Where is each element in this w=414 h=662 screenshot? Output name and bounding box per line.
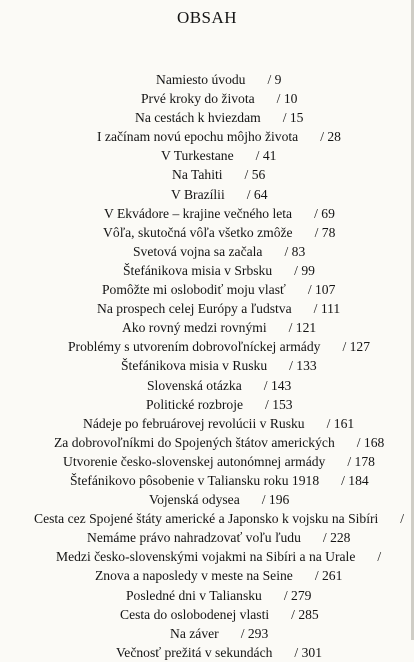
toc-entry	[0, 471, 414, 490]
toc-entry	[0, 146, 414, 165]
toc-entry	[0, 108, 414, 127]
page-title: OBSAH	[176, 8, 238, 27]
toc-entry-title: Problémy s utvorením dobrovoľníckej armády	[68, 339, 321, 355]
toc-entry-page: / 168	[356, 434, 385, 450]
toc-entry-title: V Ekvádore – krajine večného leta	[104, 205, 293, 221]
toc-entry	[0, 586, 414, 605]
toc-entry	[0, 242, 414, 261]
toc-entry-title: Štefánikovo pôsobenie v Taliansku roku 1918	[70, 472, 320, 488]
toc-entry-page: / 69	[314, 205, 335, 221]
toc-entry-page: / 41	[255, 148, 277, 164]
toc-entry	[0, 643, 414, 662]
toc-entry-page: / 261	[314, 568, 343, 584]
toc-entry-page: / 228	[322, 530, 351, 546]
toc-entry-page: / 279	[283, 587, 312, 603]
toc-entry-page: / 121	[288, 320, 317, 336]
toc-entry-page: / 285	[291, 606, 319, 622]
toc-entry	[0, 605, 414, 624]
toc-entry	[0, 547, 414, 566]
toc-entry	[0, 337, 414, 356]
toc-entry-title: Cesta do oslobodenej vlasti	[120, 606, 270, 622]
toc-entry-title: Slovenská otázka	[147, 377, 242, 393]
toc-entry-page: / 64	[246, 186, 268, 202]
toc-entry-title: V Turkestane	[161, 148, 234, 164]
toc-entry	[0, 89, 414, 108]
toc-entry-page: / 127	[342, 339, 371, 355]
toc-entry	[0, 127, 414, 146]
toc-entry-page: / 28	[320, 129, 341, 145]
toc-entry-title: Cesta cez Spojené štáty americké a Japonsko k vojsku na Sibíri	[34, 511, 379, 527]
toc-entry-page: / 301	[294, 644, 322, 660]
toc-entry-title: Na záver	[170, 625, 219, 641]
toc-entry-title: Znova a naposledy v meste na Seine	[95, 568, 293, 584]
toc-entry	[0, 528, 414, 547]
toc-entry-title: Prvé kroky do života	[141, 91, 255, 107]
toc-entry	[0, 165, 414, 184]
toc-entry-title: Utvorenie česko-slovenskej autonómnej armády	[63, 453, 326, 469]
toc-entry-title: Na prospech celej Európy a ľudstva	[97, 301, 292, 317]
toc-entry-title: Medzi česko-slovenskými vojakmi na Sibíri a na Urale	[56, 549, 356, 565]
table-of-contents	[0, 70, 414, 662]
toc-entry-page: /	[377, 549, 382, 565]
toc-entry-page: / 111	[313, 301, 341, 317]
toc-entry-page: / 107	[307, 282, 336, 298]
toc-entry-page: / 133	[289, 358, 317, 374]
toc-entry	[0, 204, 414, 223]
toc-entry	[0, 280, 414, 299]
toc-entry	[0, 376, 414, 395]
toc-entry-title: Štefánikova misia v Srbsku	[123, 262, 273, 278]
toc-entry	[0, 433, 414, 452]
toc-entry	[0, 414, 414, 433]
toc-entry-title: Namiesto úvodu	[156, 72, 246, 87]
toc-entry	[0, 490, 414, 509]
toc-entry	[0, 185, 414, 204]
toc-entry-page: / 161	[326, 415, 355, 431]
toc-entry	[0, 261, 414, 280]
toc-entry-title: Večnosť prežitá v sekundách	[116, 644, 273, 660]
toc-entry-page: / 78	[314, 224, 336, 240]
toc-entry-page: /	[400, 511, 405, 527]
toc-entry-page: / 196	[261, 492, 290, 508]
toc-entry	[0, 452, 414, 471]
toc-entry-page: / 153	[265, 396, 293, 412]
toc-entry-page: / 184	[341, 472, 369, 488]
toc-entry	[0, 566, 414, 585]
toc-entry-title: Posledné dni v Taliansku	[126, 587, 262, 603]
toc-entry-page: / 9	[267, 72, 282, 87]
toc-entry-title: Svetová vojna sa začala	[133, 243, 263, 259]
toc-entry	[0, 395, 414, 414]
toc-entry-page: / 83	[284, 243, 306, 259]
toc-entry-title: Nemáme právo nahradzovať voľu ľudu	[87, 530, 301, 546]
toc-entry-title: Na Tahiti	[172, 167, 223, 183]
toc-entry-page: / 56	[244, 167, 266, 183]
toc-entry	[0, 356, 414, 375]
toc-entry-title: Štefánikova misia v Rusku	[121, 358, 268, 374]
toc-entry-page: / 99	[294, 262, 315, 278]
toc-entry-title: Pomôžte mi oslobodiť moju vlasť	[102, 282, 286, 298]
toc-entry-title: Politické rozbroje	[146, 396, 244, 412]
toc-entry-title: Vojenská odysea	[149, 492, 240, 508]
toc-entry-page: / 293	[240, 625, 269, 641]
toc-entry-title: Ako rovný medzi rovnými	[122, 320, 267, 336]
toc-entry-title: V Brazílii	[171, 186, 225, 202]
toc-entry-page: / 143	[263, 377, 292, 393]
toc-entry	[0, 299, 414, 318]
toc-entry-title: Nádeje po februárovej revolúcii v Rusku	[83, 415, 305, 431]
toc-entry-title: Vôľa, skutočná vôľa všetko zmôže	[103, 224, 293, 240]
toc-entry-title: I začínam novú epochu môjho života	[97, 129, 299, 145]
toc-entry-page: / 178	[347, 453, 375, 469]
toc-entry-title: Na cestách k hviezdam	[135, 110, 261, 126]
toc-entry	[0, 509, 414, 528]
toc-entry	[0, 70, 414, 89]
toc-entry-page: / 10	[276, 91, 298, 107]
toc-entry	[0, 318, 414, 337]
toc-entry	[0, 223, 414, 242]
toc-entry-title: Za dobrovoľníkmi do Spojených štátov amerických	[54, 434, 335, 450]
toc-entry-page: / 15	[282, 110, 304, 126]
